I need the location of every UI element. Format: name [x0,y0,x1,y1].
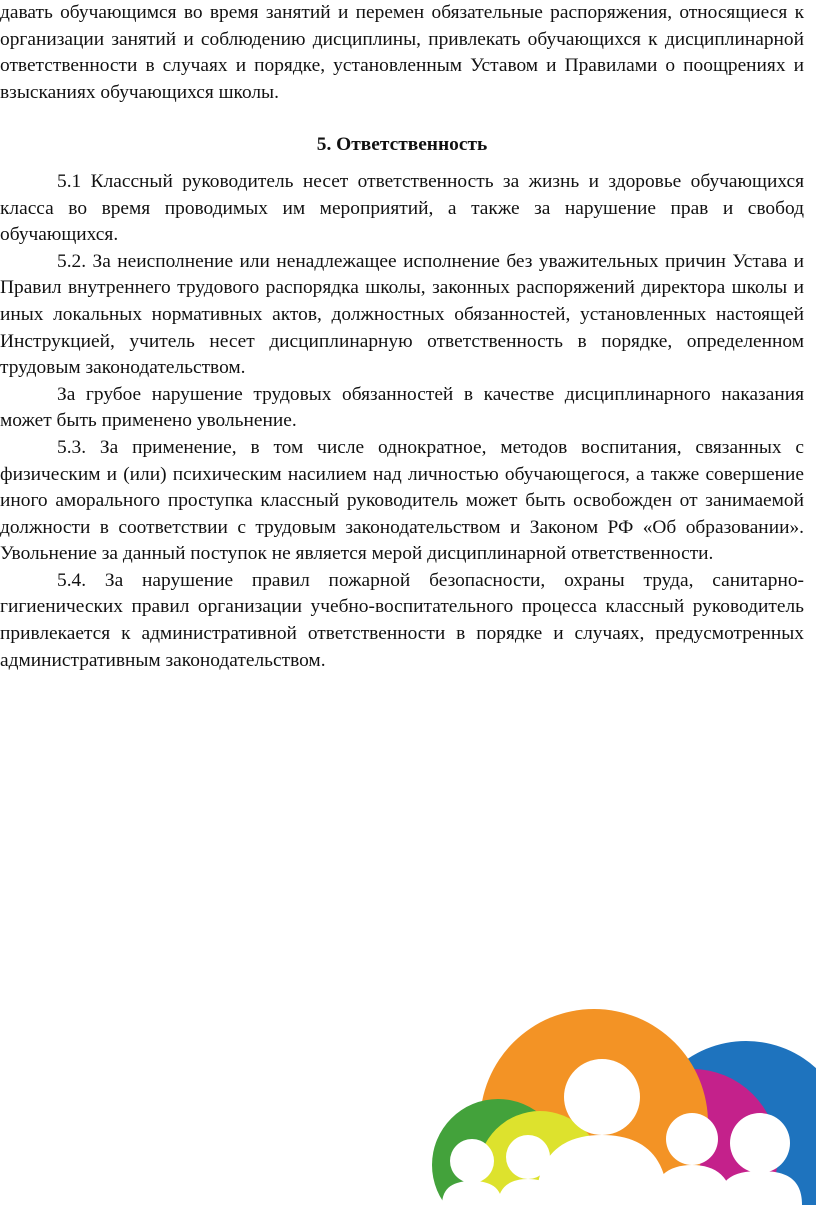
paragraph-5-3: 5.3. За применение, в том числе однократное, методов воспитания, связанных с физическим и (или) психическим насилием над личностью обучающегося, а также совершение иного аморального проступка классный руководитель может быть освобожден от занимаемой должности в соответствии с трудовым законодательством и Законом РФ «Об образовании». Увольнение за данный поступок не является мерой дисциплинарной ответственности. [0,436,804,565]
people-rainbow-logo-icon [424,985,816,1205]
paragraph-5-1: 5.1 Классный руководитель несет ответственность за жизнь и здоровье обучающихся класса во время проводимых им мероприятий, а также за нарушение прав и свобод обучающихся. [0,170,804,246]
paragraph-dismissal: За грубое нарушение трудовых обязанностей в качестве дисциплинарного наказания может быть применено увольнение. [0,383,804,432]
section-heading: 5. Ответственность [316,134,488,156]
paragraph-5-2: 5.2. За неисполнение или ненадлежащее исполнение без уважительных причин Устава и Правил внутреннего трудового распорядка школы, законных распоряжений директора школы и иных локальных нормативных актов, должностных обязанностей, установленных настоящей Инструкцией, учитель несет дисциплинарную ответственность в порядке, определенном трудовым законодательством. [0,250,804,379]
intro-paragraph: давать обучающимся во время занятий и перемен обязательные распоряжения, относящиеся к организации занятий и соблюдению дисциплины, привлекать обучающихся к дисциплинарной ответственности в случаях и порядке, установленным Уставом и Правилами о поощрениях и взысканиях обучающихся школы. [0,2,804,103]
paragraph-5-4: 5.4. За нарушение правил пожарной безопасности, охраны труда, санитарно-гигиенических правил организации учебно-воспитательного процесса классный руководитель привлекается к административной ответственности в порядке и случаях, предусмотренных административным законодательством. [0,569,804,671]
